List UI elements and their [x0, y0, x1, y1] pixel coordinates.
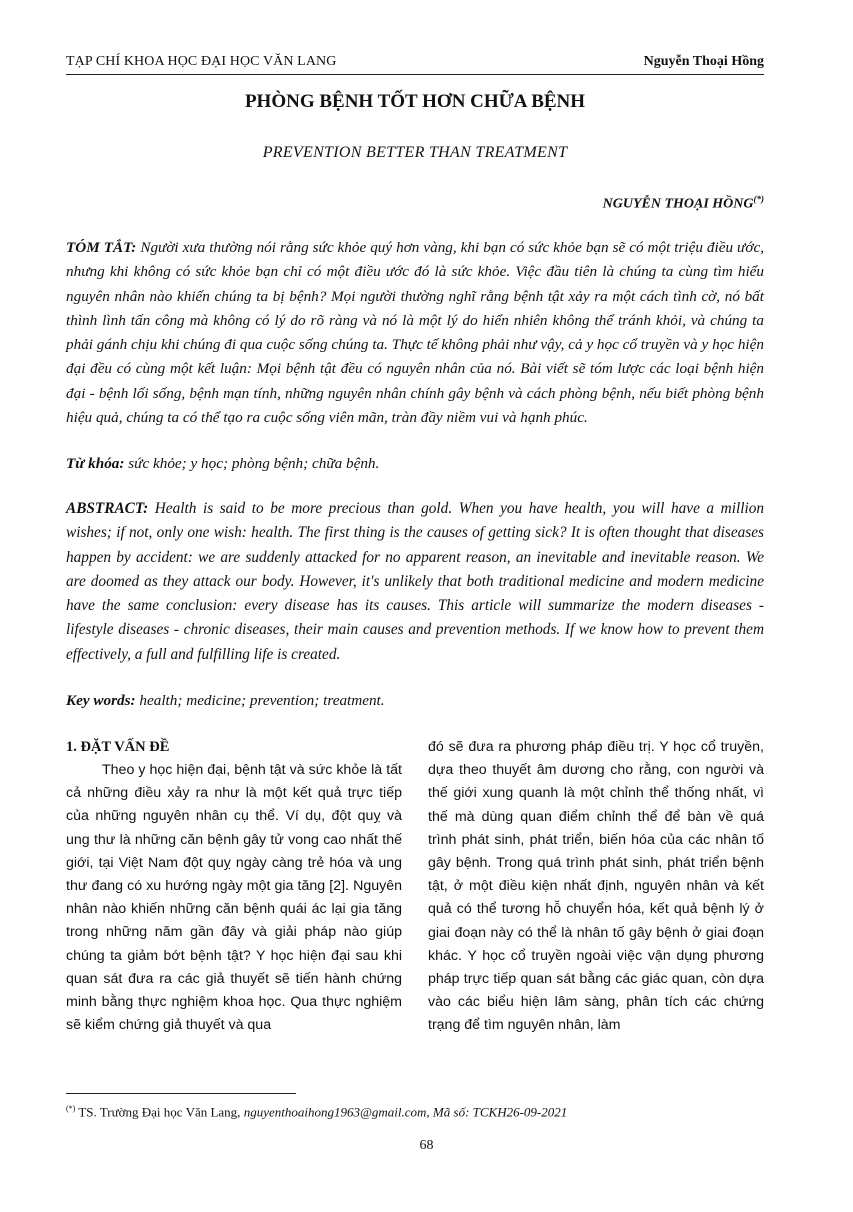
- keywords-vi-text: sức khỏe; y học; phòng bệnh; chữa bệnh.: [124, 455, 380, 472]
- abstract-label: ABSTRACT:: [66, 500, 149, 517]
- author-line: [603, 189, 764, 215]
- section-heading: 1. ĐẶT VẤN ĐỀ: [66, 739, 170, 755]
- article-subtitle: PREVENTION BETTER THAN TREATMENT: [262, 144, 568, 161]
- running-author: Nguyễn Thoại Hồng: [643, 54, 764, 69]
- abstract-en: [66, 497, 764, 667]
- page-number: 68: [419, 1138, 434, 1153]
- footnote: [66, 1100, 764, 1121]
- body-column-left: [66, 736, 402, 1037]
- summary-text: Người xưa thường nói rằng sức khỏe quý hơn vàng, khi bạn có sức khỏe bạn sẽ có một triệu điều ước, nhưng khi không có sức khỏe bạn chỉ có một điều ước đó là sức khỏe. Việc đầu tiên là chúng ta cùng tìm hiểu nguyên nhân nào khiến chúng ta bị bệnh? Mọi người thường nghĩ rằng bệnh tật xảy ra một cách tình cờ, nó bất thình lình tấn công mà không có lý do rõ ràng và nó là một lý do hiển nhiên không thể tránh khỏi, và chúng ta phải gánh chịu khi chúng đi qua cuộc sống chúng ta. Thực tế không phải như vậy, cả y học cổ truyền và y học hiện đại đều có cùng một kết luận: Mọi bệnh tật đều có nguyên nhân của nó. Bài viết sẽ tóm lược các loại bệnh hiện đại - bệnh lối sống, bệnh mạn tính, những nguyên nhân chính gây bệnh và cách phòng bệnh, nếu biết phòng bệnh hiệu quả, chúng ta có thể tạo ra cuộc sống viên mãn, tràn đầy niềm vui và hạnh phúc.: [66, 239, 764, 427]
- summary-vi: [66, 236, 764, 430]
- abstract-text: Health is said to be more precious than gold. When you have health, you will have a million wishes; if not, only one wish: health. The first thing is the causes of getting sick? It is often thought that diseases happen by accident: we are suddenly attacked for no apparent reason, an inevitable and inevitable reason. We are doomed as they attack our body. However, it's unlikely that both traditional medicine and modern medicine have the same conclusion: every disease has its causes. This article will summarize the modern diseases - lifestyle diseases - chronic diseases, their main causes and prevention methods. If we know how to prevent them effectively, a full and fulfilling life is created.: [66, 500, 764, 663]
- keywords-vi: [66, 452, 764, 476]
- author-name: NGUYỄN THOẠI HỒNG: [602, 196, 754, 212]
- keywords-en-text: health; medicine; prevention; treatment.: [135, 692, 385, 709]
- footnote-mark: (*): [66, 1104, 76, 1113]
- summary-label: TÓM TẮT:: [66, 239, 137, 256]
- body-paragraph-right: đó sẽ đưa ra phương pháp điều trị. Y học cổ truyền, dựa theo thuyết âm dương cho rằng, con người và thế giới xung quanh là một chỉnh thể thống nhất, vì thế mà dùng quan điểm chỉnh thể để bàn về quá trình phát sinh, phát triển, biến hóa của các nhân tố gây bệnh. Trong quá trình phát sinh, phát triển bệnh tật, ở một điều kiện nhất định, nguyên nhân và kết quả có thể tương hỗ chuyển hóa, kết quả bệnh lý ở giai đoạn này có thể là nhân tố gây bệnh ở giai đoạn khác. Y học cổ truyền ngoài việc vận dụng phương pháp trực tiếp quan sát bằng các giác quan, còn dựa vào các biểu hiện lâm sàng, phân tích các chứng trạng để tìm nguyên nhân, làm: [428, 739, 764, 1034]
- footnote-rule: [66, 1093, 296, 1094]
- body-column-right: [428, 736, 764, 1038]
- keywords-en: [66, 689, 764, 713]
- journal-name: TẠP CHÍ KHOA HỌC ĐẠI HỌC VĂN LANG: [66, 54, 337, 69]
- keywords-en-label: Key words:: [66, 692, 136, 709]
- running-header: [66, 52, 764, 75]
- footnote-affiliation: TS. Trường Đại học Văn Lang,: [75, 1104, 244, 1120]
- article-title: PHÒNG BỆNH TỐT HƠN CHỮA BỆNH: [244, 91, 586, 112]
- body-paragraph-left: Theo y học hiện đại, bệnh tật và sức khỏe là tất cả những điều xảy ra như là một kết quả trực tiếp của những nguyên nhân cụ thể. Ví dụ, đột quỵ và ung thư là những căn bệnh gây tử vong cao nhất thế giới, tại Việt Nam đột quỵ ngày càng trẻ hóa và ung thư đang có xu hướng ngày một gia tăng [2]. Nguyên nhân nào khiến những căn bệnh quái ác lại gia tăng trong những năm gần đây và giải pháp nào giúp chúng ta giảm bớt bệnh tật? Y học hiện đại sau khi quan sát đưa ra các giả thuyết sẽ tiến hành chứng minh bằng thực nghiệm khoa học. Qua thực nghiệm sẽ kiểm chứng giả thuyết và qua: [66, 762, 402, 1034]
- keywords-vi-label: Từ khóa:: [66, 455, 125, 472]
- footnote-contact: nguyenthoaihong1963@gmail.com, Mã số: TCKH26-09-2021: [243, 1104, 568, 1120]
- author-footnote-mark: (*): [753, 194, 764, 204]
